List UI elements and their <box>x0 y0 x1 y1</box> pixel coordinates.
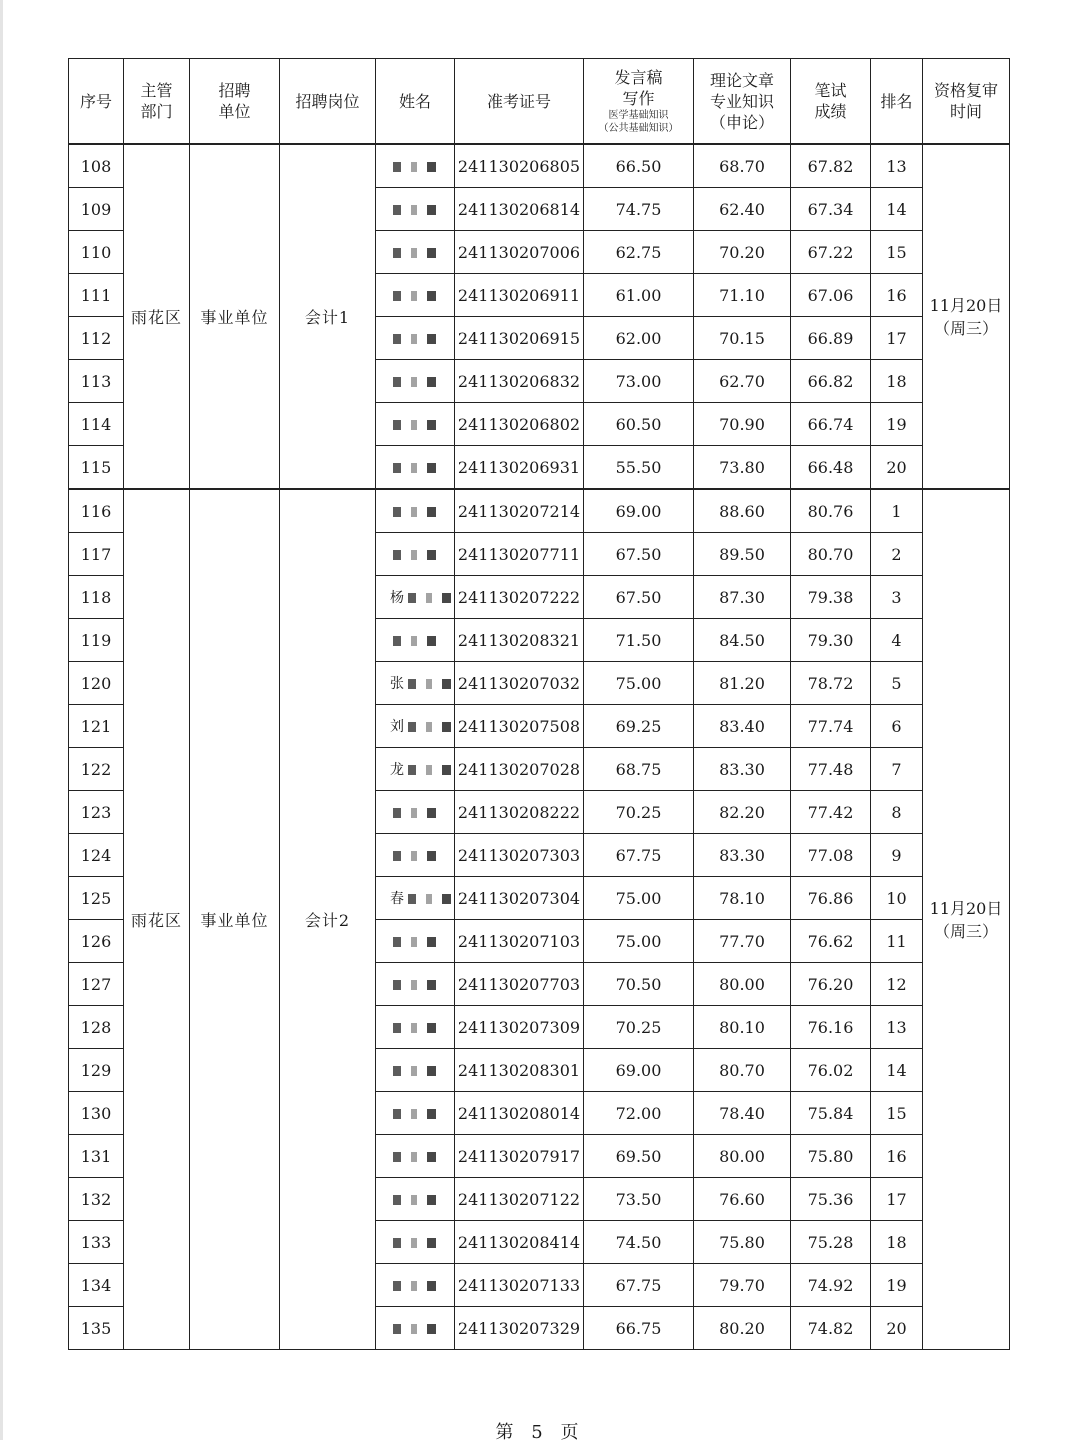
ticket-cell: 241130207309 <box>455 1006 584 1049</box>
seq-cell: 129 <box>69 1049 124 1092</box>
name-cell <box>376 144 455 188</box>
written-total-cell: 75.36 <box>791 1178 871 1221</box>
theory-score-cell: 82.20 <box>694 791 791 834</box>
name-cell <box>376 1092 455 1135</box>
written-total-cell: 76.86 <box>791 877 871 920</box>
name-cell <box>376 748 455 791</box>
written-total-cell: 75.80 <box>791 1135 871 1178</box>
written-total-cell: 74.92 <box>791 1264 871 1307</box>
name-cell <box>376 1178 455 1221</box>
theory-score-cell: 75.80 <box>694 1221 791 1264</box>
speech-score-cell: 70.25 <box>584 1006 694 1049</box>
redacted-name-mosaic <box>404 590 440 606</box>
redacted-name-mosaic <box>404 719 440 735</box>
name-cell <box>376 446 455 490</box>
written-total-cell: 79.38 <box>791 576 871 619</box>
name-visible-char: 春 <box>390 891 404 907</box>
post-cell: 会计2 <box>280 489 376 1350</box>
redacted-name-mosaic <box>389 1321 441 1337</box>
redacted-name-mosaic <box>389 417 441 433</box>
redacted-name-mosaic <box>389 1063 441 1079</box>
speech-score-cell: 69.00 <box>584 1049 694 1092</box>
redacted-name-mosaic <box>404 891 440 907</box>
ticket-cell: 241130207032 <box>455 662 584 705</box>
theory-score-cell: 80.10 <box>694 1006 791 1049</box>
rank-cell: 16 <box>871 274 923 317</box>
seq-cell: 134 <box>69 1264 124 1307</box>
speech-score-cell: 67.75 <box>584 1264 694 1307</box>
rank-cell: 8 <box>871 791 923 834</box>
redacted-name-mosaic <box>389 1106 441 1122</box>
header-dept: 主管 部门 <box>124 59 190 145</box>
theory-score-cell: 80.00 <box>694 1135 791 1178</box>
ticket-cell: 241130207917 <box>455 1135 584 1178</box>
redacted-name-mosaic <box>389 547 441 563</box>
seq-cell: 130 <box>69 1092 124 1135</box>
seq-cell: 111 <box>69 274 124 317</box>
speech-score-cell: 69.25 <box>584 705 694 748</box>
written-total-cell: 66.89 <box>791 317 871 360</box>
table-row <box>69 144 1010 188</box>
review-weekday: （周三） <box>933 318 998 338</box>
dept-cell: 雨花区 <box>124 489 190 1350</box>
ticket-cell: 241130208414 <box>455 1221 584 1264</box>
review-date: 11月20日 <box>929 295 1003 315</box>
ticket-cell: 241130207329 <box>455 1307 584 1350</box>
redacted-name-mosaic <box>389 934 441 950</box>
speech-score-cell: 75.00 <box>584 877 694 920</box>
ticket-cell: 241130208321 <box>455 619 584 662</box>
name-cell <box>376 834 455 877</box>
written-total-cell: 77.42 <box>791 791 871 834</box>
header-unit: 招聘 单位 <box>190 59 280 145</box>
written-total-cell: 75.84 <box>791 1092 871 1135</box>
ticket-cell: 241130206802 <box>455 403 584 446</box>
ticket-cell: 241130207214 <box>455 489 584 533</box>
ticket-cell: 241130206805 <box>455 144 584 188</box>
redacted-name-mosaic <box>389 331 441 347</box>
rank-cell: 5 <box>871 662 923 705</box>
written-total-cell: 66.82 <box>791 360 871 403</box>
rank-cell: 12 <box>871 963 923 1006</box>
rank-cell: 18 <box>871 360 923 403</box>
seq-cell: 125 <box>69 877 124 920</box>
written-total-cell: 77.08 <box>791 834 871 877</box>
rank-cell: 1 <box>871 489 923 533</box>
written-total-cell: 77.48 <box>791 748 871 791</box>
speech-score-cell: 71.50 <box>584 619 694 662</box>
seq-cell: 108 <box>69 144 124 188</box>
written-total-cell: 80.76 <box>791 489 871 533</box>
rank-cell: 13 <box>871 1006 923 1049</box>
header-name: 姓名 <box>376 59 455 145</box>
redacted-name-mosaic <box>389 202 441 218</box>
theory-score-cell: 80.20 <box>694 1307 791 1350</box>
seq-cell: 113 <box>69 360 124 403</box>
theory-score-cell: 62.40 <box>694 188 791 231</box>
seq-cell: 114 <box>69 403 124 446</box>
rank-cell: 14 <box>871 188 923 231</box>
review-date: 11月20日 <box>929 898 1003 918</box>
theory-score-cell: 83.30 <box>694 748 791 791</box>
redacted-name-mosaic <box>389 633 441 649</box>
theory-score-cell: 80.70 <box>694 1049 791 1092</box>
header-review-time: 资格复审 时间 <box>923 59 1010 145</box>
written-total-cell: 75.28 <box>791 1221 871 1264</box>
ticket-cell: 241130207711 <box>455 533 584 576</box>
speech-score-cell: 55.50 <box>584 446 694 490</box>
review-time-cell <box>923 144 1010 489</box>
rank-cell: 4 <box>871 619 923 662</box>
speech-score-cell: 62.00 <box>584 317 694 360</box>
speech-score-cell: 69.50 <box>584 1135 694 1178</box>
rank-cell: 18 <box>871 1221 923 1264</box>
written-total-cell: 80.70 <box>791 533 871 576</box>
theory-score-cell: 89.50 <box>694 533 791 576</box>
header-speech: 发言稿 写作 医学基础知识 （公共基础知识） <box>584 59 694 145</box>
speech-score-cell: 67.75 <box>584 834 694 877</box>
seq-cell: 110 <box>69 231 124 274</box>
rank-cell: 10 <box>871 877 923 920</box>
theory-score-cell: 83.40 <box>694 705 791 748</box>
name-visible-char: 杨 <box>390 590 404 606</box>
name-cell <box>376 533 455 576</box>
name-cell <box>376 360 455 403</box>
name-cell <box>376 619 455 662</box>
name-cell <box>376 576 455 619</box>
theory-score-cell: 70.15 <box>694 317 791 360</box>
redacted-name-mosaic <box>389 1020 441 1036</box>
speech-score-cell: 73.00 <box>584 360 694 403</box>
redacted-name-mosaic <box>389 1278 441 1294</box>
name-cell <box>376 662 455 705</box>
ticket-cell: 241130207028 <box>455 748 584 791</box>
ticket-cell: 241130207508 <box>455 705 584 748</box>
written-total-cell: 79.30 <box>791 619 871 662</box>
seq-cell: 115 <box>69 446 124 490</box>
written-total-cell: 76.02 <box>791 1049 871 1092</box>
seq-cell: 132 <box>69 1178 124 1221</box>
seq-cell: 128 <box>69 1006 124 1049</box>
speech-score-cell: 74.75 <box>584 188 694 231</box>
unit-cell: 事业单位 <box>190 489 280 1350</box>
seq-cell: 126 <box>69 920 124 963</box>
written-total-cell: 66.48 <box>791 446 871 490</box>
name-cell <box>376 877 455 920</box>
theory-score-cell: 62.70 <box>694 360 791 403</box>
rank-cell: 3 <box>871 576 923 619</box>
ticket-cell: 241130206931 <box>455 446 584 490</box>
post-cell: 会计1 <box>280 144 376 489</box>
written-total-cell: 67.82 <box>791 144 871 188</box>
name-cell <box>376 1135 455 1178</box>
name-visible-char: 刘 <box>390 719 404 735</box>
redacted-name-mosaic <box>389 1235 441 1251</box>
seq-cell: 131 <box>69 1135 124 1178</box>
results-table <box>68 58 1010 1350</box>
ticket-cell: 241130207133 <box>455 1264 584 1307</box>
speech-score-cell: 66.75 <box>584 1307 694 1350</box>
header-theory: 理论文章 专业知识 （申论） <box>694 59 791 145</box>
redacted-name-mosaic <box>389 848 441 864</box>
name-cell <box>376 188 455 231</box>
ticket-cell: 241130208222 <box>455 791 584 834</box>
page-edge <box>0 0 3 1440</box>
header-row <box>69 59 1010 145</box>
name-visible-char: 张 <box>390 676 404 692</box>
table-row <box>69 489 1010 533</box>
theory-score-cell: 76.60 <box>694 1178 791 1221</box>
speech-score-cell: 70.50 <box>584 963 694 1006</box>
seq-cell: 127 <box>69 963 124 1006</box>
seq-cell: 133 <box>69 1221 124 1264</box>
rank-cell: 19 <box>871 403 923 446</box>
written-total-cell: 74.82 <box>791 1307 871 1350</box>
rank-cell: 15 <box>871 231 923 274</box>
redacted-name-mosaic <box>389 159 441 175</box>
name-cell <box>376 489 455 533</box>
header-post: 招聘岗位 <box>280 59 376 145</box>
speech-score-cell: 68.75 <box>584 748 694 791</box>
rank-cell: 13 <box>871 144 923 188</box>
ticket-cell: 241130207103 <box>455 920 584 963</box>
seq-cell: 119 <box>69 619 124 662</box>
redacted-name-mosaic <box>404 762 440 778</box>
rank-cell: 11 <box>871 920 923 963</box>
redacted-name-mosaic <box>389 504 441 520</box>
written-total-cell: 67.22 <box>791 231 871 274</box>
review-time-cell <box>923 489 1010 1350</box>
theory-score-cell: 79.70 <box>694 1264 791 1307</box>
header-written: 笔试 成绩 <box>791 59 871 145</box>
written-total-cell: 76.20 <box>791 963 871 1006</box>
seq-cell: 121 <box>69 705 124 748</box>
name-visible-char: 龙 <box>390 762 404 778</box>
ticket-cell: 241130207006 <box>455 231 584 274</box>
redacted-name-mosaic <box>389 805 441 821</box>
redacted-name-mosaic <box>389 460 441 476</box>
ticket-cell: 241130206832 <box>455 360 584 403</box>
speech-score-cell: 67.50 <box>584 533 694 576</box>
name-cell <box>376 274 455 317</box>
redacted-name-mosaic <box>389 977 441 993</box>
redacted-name-mosaic <box>389 245 441 261</box>
unit-cell: 事业单位 <box>190 144 280 489</box>
rank-cell: 14 <box>871 1049 923 1092</box>
written-total-cell: 76.62 <box>791 920 871 963</box>
name-cell <box>376 1264 455 1307</box>
ticket-cell: 241130207303 <box>455 834 584 877</box>
table-body <box>69 144 1010 1350</box>
rank-cell: 6 <box>871 705 923 748</box>
theory-score-cell: 88.60 <box>694 489 791 533</box>
written-total-cell: 78.72 <box>791 662 871 705</box>
theory-score-cell: 81.20 <box>694 662 791 705</box>
rank-cell: 19 <box>871 1264 923 1307</box>
theory-score-cell: 70.90 <box>694 403 791 446</box>
theory-score-cell: 87.30 <box>694 576 791 619</box>
ticket-cell: 241130206915 <box>455 317 584 360</box>
page-number: 第 5 页 <box>495 1422 585 1443</box>
written-total-cell: 76.16 <box>791 1006 871 1049</box>
review-weekday: （周三） <box>933 921 998 941</box>
seq-cell: 118 <box>69 576 124 619</box>
ticket-cell: 241130206911 <box>455 274 584 317</box>
theory-score-cell: 84.50 <box>694 619 791 662</box>
header-rank: 排名 <box>871 59 923 145</box>
rank-cell: 15 <box>871 1092 923 1135</box>
name-cell <box>376 1049 455 1092</box>
ticket-cell: 241130207122 <box>455 1178 584 1221</box>
name-cell <box>376 1006 455 1049</box>
seq-cell: 116 <box>69 489 124 533</box>
seq-cell: 109 <box>69 188 124 231</box>
seq-cell: 135 <box>69 1307 124 1350</box>
theory-score-cell: 77.70 <box>694 920 791 963</box>
speech-score-cell: 72.00 <box>584 1092 694 1135</box>
seq-cell: 122 <box>69 748 124 791</box>
name-cell <box>376 1307 455 1350</box>
name-cell <box>376 920 455 963</box>
rank-cell: 7 <box>871 748 923 791</box>
seq-cell: 123 <box>69 791 124 834</box>
speech-score-cell: 70.25 <box>584 791 694 834</box>
seq-cell: 120 <box>69 662 124 705</box>
theory-score-cell: 78.40 <box>694 1092 791 1135</box>
speech-score-cell: 61.00 <box>584 274 694 317</box>
ticket-cell: 241130207304 <box>455 877 584 920</box>
speech-score-cell: 75.00 <box>584 662 694 705</box>
theory-score-cell: 68.70 <box>694 144 791 188</box>
rank-cell: 9 <box>871 834 923 877</box>
speech-score-cell: 74.50 <box>584 1221 694 1264</box>
rank-cell: 16 <box>871 1135 923 1178</box>
theory-score-cell: 83.30 <box>694 834 791 877</box>
ticket-cell: 241130208014 <box>455 1092 584 1135</box>
name-cell <box>376 1221 455 1264</box>
speech-score-cell: 62.75 <box>584 231 694 274</box>
theory-score-cell: 73.80 <box>694 446 791 490</box>
name-cell <box>376 705 455 748</box>
speech-score-cell: 69.00 <box>584 489 694 533</box>
speech-score-cell: 73.50 <box>584 1178 694 1221</box>
name-cell <box>376 317 455 360</box>
theory-score-cell: 78.10 <box>694 877 791 920</box>
ticket-cell: 241130207703 <box>455 963 584 1006</box>
written-total-cell: 67.34 <box>791 188 871 231</box>
seq-cell: 124 <box>69 834 124 877</box>
redacted-name-mosaic <box>404 676 440 692</box>
header-ticket: 准考证号 <box>455 59 584 145</box>
theory-score-cell: 80.00 <box>694 963 791 1006</box>
written-total-cell: 67.06 <box>791 274 871 317</box>
redacted-name-mosaic <box>389 1192 441 1208</box>
name-cell <box>376 403 455 446</box>
rank-cell: 17 <box>871 317 923 360</box>
theory-score-cell: 71.10 <box>694 274 791 317</box>
rank-cell: 20 <box>871 446 923 490</box>
speech-score-cell: 66.50 <box>584 144 694 188</box>
theory-score-cell: 70.20 <box>694 231 791 274</box>
written-total-cell: 66.74 <box>791 403 871 446</box>
dept-cell: 雨花区 <box>124 144 190 489</box>
redacted-name-mosaic <box>389 288 441 304</box>
redacted-name-mosaic <box>389 374 441 390</box>
name-cell <box>376 231 455 274</box>
name-cell <box>376 963 455 1006</box>
speech-score-cell: 60.50 <box>584 403 694 446</box>
ticket-cell: 241130206814 <box>455 188 584 231</box>
redacted-name-mosaic <box>389 1149 441 1165</box>
name-cell <box>376 791 455 834</box>
ticket-cell: 241130207222 <box>455 576 584 619</box>
header-seq: 序号 <box>69 59 124 145</box>
ticket-cell: 241130208301 <box>455 1049 584 1092</box>
rank-cell: 20 <box>871 1307 923 1350</box>
speech-score-cell: 75.00 <box>584 920 694 963</box>
written-total-cell: 77.74 <box>791 705 871 748</box>
speech-score-cell: 67.50 <box>584 576 694 619</box>
seq-cell: 117 <box>69 533 124 576</box>
rank-cell: 2 <box>871 533 923 576</box>
seq-cell: 112 <box>69 317 124 360</box>
rank-cell: 17 <box>871 1178 923 1221</box>
